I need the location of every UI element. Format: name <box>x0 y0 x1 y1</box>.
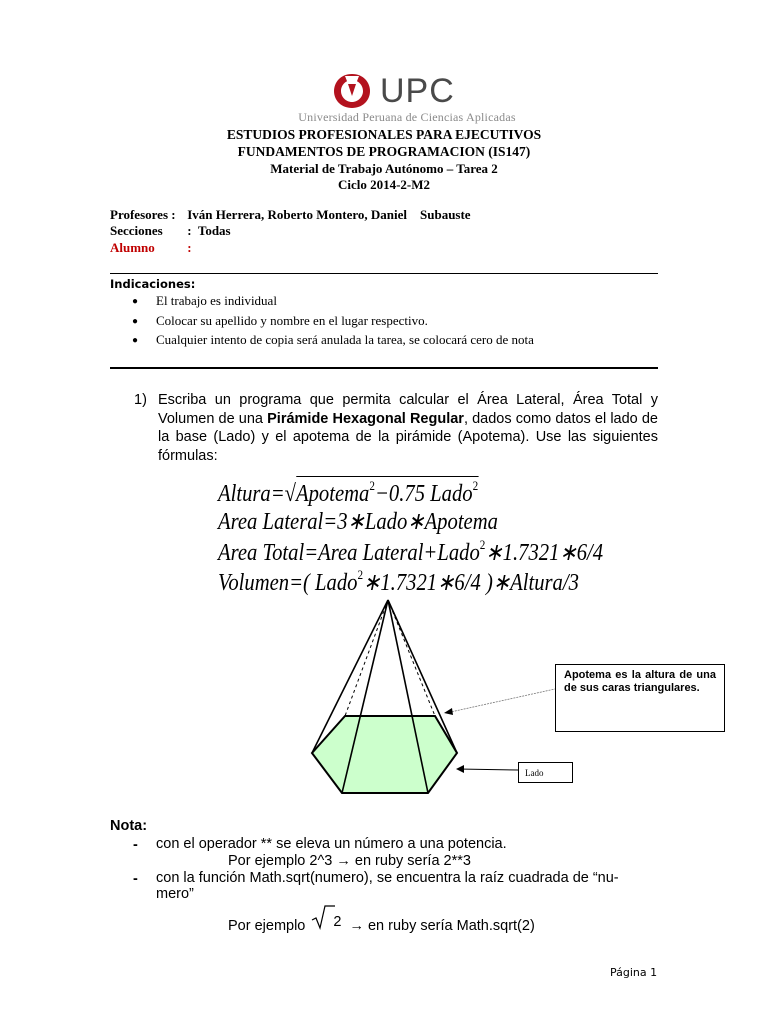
indicacion-item-2 <box>132 313 428 329</box>
title-line-4: Ciclo 2014-2-M2 <box>337 177 431 192</box>
question-text <box>158 391 658 465</box>
formula-exponent: 2 <box>357 567 364 582</box>
question-bold-term: Pirámide Hexagonal Regular <box>267 410 464 427</box>
arrow-head-icon <box>456 765 464 773</box>
page-number: Página 1 <box>610 966 658 979</box>
nota-line-1b: Por ejemplo 2^3 → en ruby sería 2**3 <box>228 853 471 869</box>
nota-dash-2: - <box>133 871 138 887</box>
sqrt-icon <box>309 914 345 930</box>
arrow-head-icon <box>444 708 453 715</box>
hexagon-base <box>312 716 457 793</box>
lado-label-box: Lado <box>518 762 573 783</box>
formula-area-total <box>218 537 603 567</box>
question-text-end: , dados como datos el lado de la base (Lado) y el apotema de la pirámide (Apotema). Use las siguientes fórmulas: <box>158 410 658 464</box>
indicacion-item-1 <box>132 293 277 309</box>
bullet-icon: ● <box>132 296 139 307</box>
formula-term: Area Total=Area Lateral+Lado <box>218 540 480 566</box>
formula-altura-radicand <box>296 476 478 508</box>
sqrt-number: 2 <box>333 914 342 930</box>
question-paragraph <box>134 391 658 465</box>
question-text-start: Escriba un programa que permita calcular el Área Lateral, Área Total y Volumen de una <box>158 392 658 427</box>
title-line-2: FUNDAMENTOS DE PROGRAMACION (IS147) <box>237 144 531 159</box>
profesores-value: Iván Herrera, Roberto Montero, Daniel Subauste <box>187 207 471 222</box>
indicacion-text: El trabajo es individual <box>156 293 277 308</box>
alumno-row <box>110 240 192 256</box>
formula-altura <box>218 476 478 508</box>
formula-term: ∗1.7321∗6/4 )∗Altura/3 <box>363 570 579 596</box>
formula-term: Volumen=( Lado <box>218 570 358 596</box>
profesores-label: Profesores : <box>110 207 176 222</box>
nota-line-3-prefix: Por ejemplo <box>228 918 306 934</box>
secciones-row <box>110 223 231 239</box>
indicaciones-title: Indicaciones: <box>110 277 196 291</box>
divider-top <box>110 273 658 274</box>
divider-bottom <box>110 367 658 369</box>
sqrt-icon: √ <box>284 481 297 507</box>
nota-title: Nota: <box>110 818 148 834</box>
apotema-callout: Apotema es la altura de una de sus caras triangulares. <box>555 664 725 732</box>
question-number: 1) <box>134 392 147 408</box>
formula-exponent: 2 <box>472 478 479 493</box>
bullet-icon: ● <box>132 335 139 346</box>
nota-line-2: con la función Math.sqrt(numero), se encuentra la raíz cuadrada de “nu- <box>156 870 619 886</box>
title-line-3: Material de Trabajo Autónomo – Tarea 2 <box>270 161 498 176</box>
logo-text: UPC <box>380 72 455 110</box>
formula-term: Apotema <box>296 481 370 507</box>
secciones-label: Secciones <box>110 223 163 238</box>
formula-term: ∗1.7321∗6/4 <box>485 540 604 566</box>
nota-dash-1: - <box>133 837 138 853</box>
nota-line-2b: mero” <box>156 886 194 902</box>
secciones-value: : Todas <box>187 223 231 238</box>
formula-area-lateral: Area Lateral=3∗Lado∗Apotema <box>218 509 498 535</box>
alumno-value: : <box>187 240 192 255</box>
indicacion-text: Colocar su apellido y nombre en el lugar respectivo. <box>156 313 428 328</box>
formula-exponent: 2 <box>479 537 486 552</box>
alumno-label: Alumno <box>110 240 155 255</box>
profesores-row <box>110 207 471 223</box>
indicacion-item-3 <box>132 332 534 348</box>
nota-line-3 <box>228 914 535 934</box>
formula-volumen <box>218 567 579 597</box>
bullet-icon: ● <box>132 316 139 327</box>
nota-line-1: con el operador ** se eleva un número a una potencia. <box>156 836 507 852</box>
formula-term: −0.75 Lado <box>374 481 473 507</box>
indicacion-text: Cualquier intento de copia será anulada la tarea, se colocará cero de nota <box>156 332 534 347</box>
formula-exponent: 2 <box>369 478 375 493</box>
nota-line-3-suffix: → en ruby sería Math.sqrt(2) <box>349 918 535 934</box>
university-name: Universidad Peruana de Ciencias Aplicadas <box>298 110 516 124</box>
formula-altura-lhs: Altura= <box>218 481 285 507</box>
title-line-1: ESTUDIOS PROFESIONALES PARA EJECUTIVOS <box>226 127 542 142</box>
